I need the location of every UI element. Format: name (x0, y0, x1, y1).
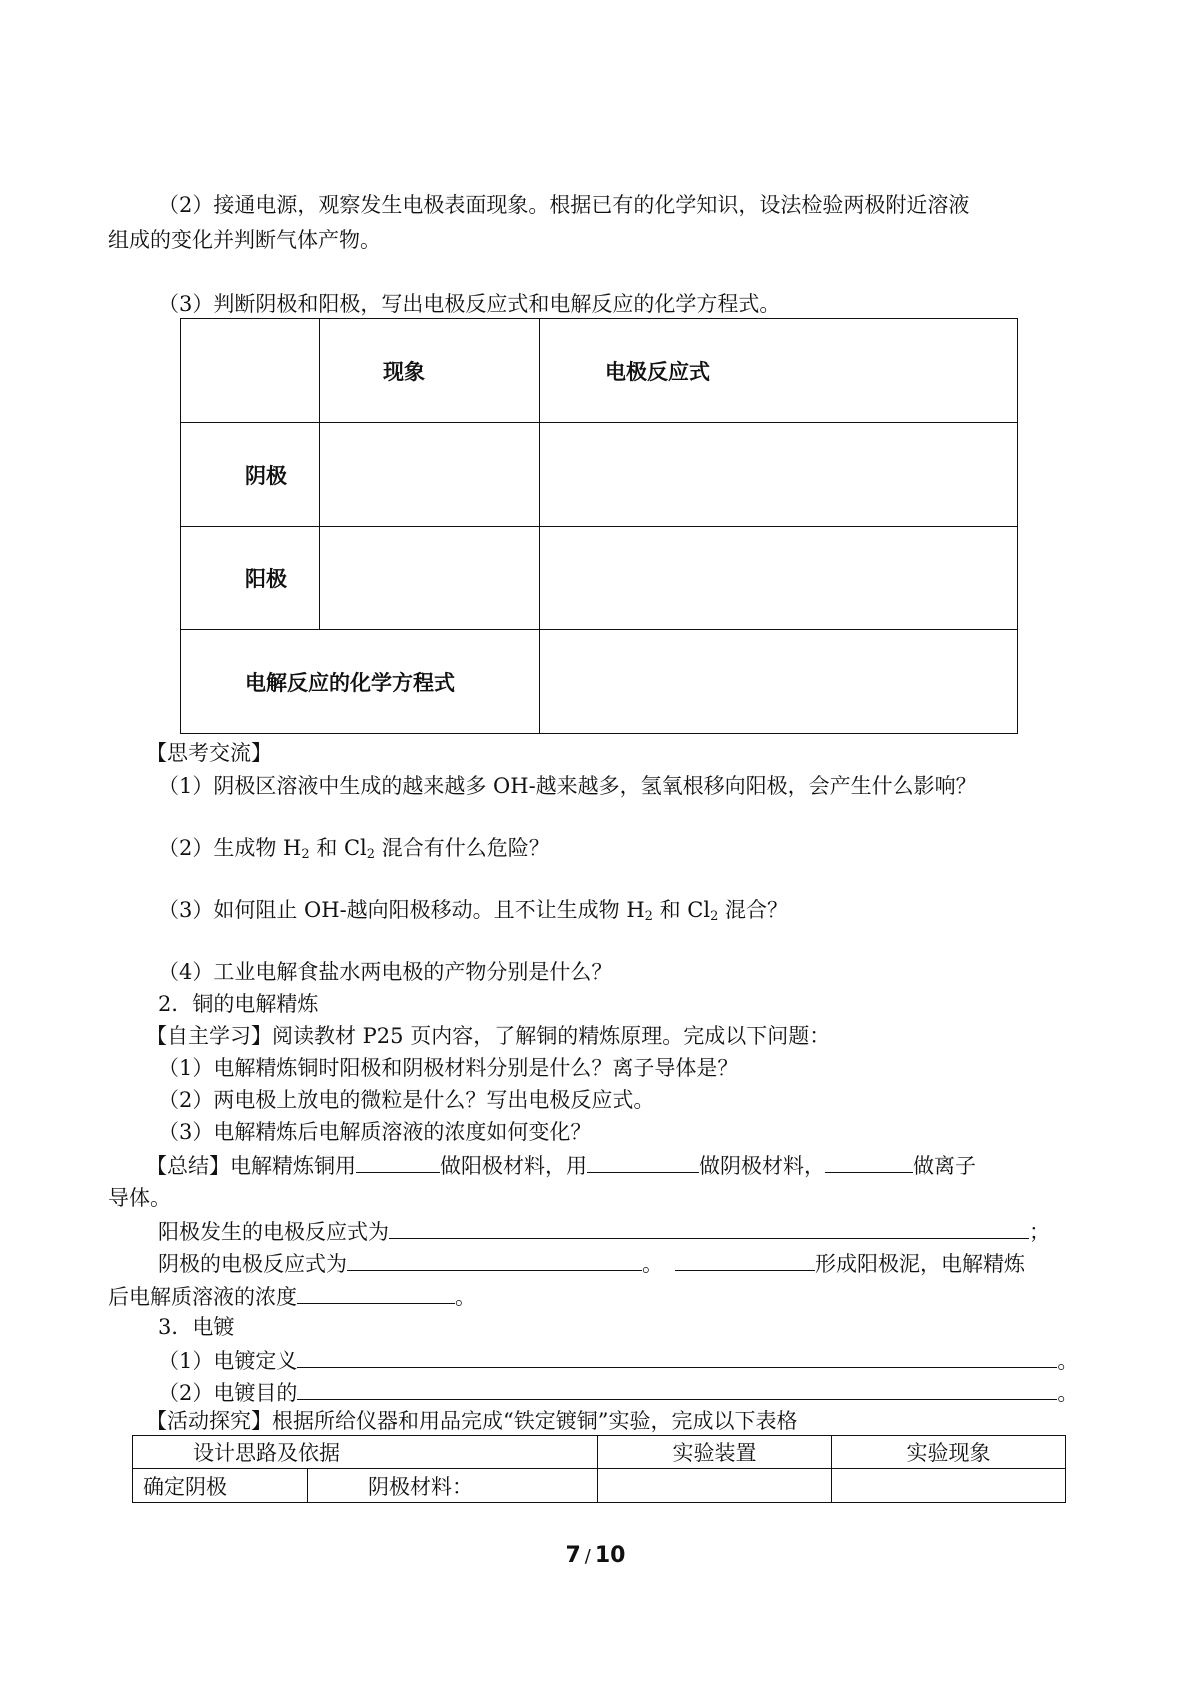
cathode-material-blank[interactable] (587, 1150, 699, 1173)
anode-equation-line (158, 1216, 1050, 1246)
purpose-blank[interactable] (297, 1377, 1057, 1400)
discussion-q1: （1）阴极区溶液中生成的越来越多 OH-越来越多，氢氧根移向阳极，会产生什么影响？ (158, 774, 977, 798)
discussion-heading: 【思考交流】 (146, 741, 272, 765)
anode-equation-text: 阳极发生的电极反应式为 (158, 1220, 389, 1244)
summary-text-b: 做阳极材料，用 (440, 1154, 587, 1178)
section2-q2: （2）两电极上放电的微粒是什么？写出电极反应式。 (158, 1088, 655, 1112)
cathode-reaction-cell[interactable] (540, 423, 1018, 527)
purpose-end: 。 (1057, 1381, 1079, 1405)
section2-q1: （1）电解精炼铜时阳极和阴极材料分别是什么？离子导体是？ (158, 1056, 739, 1080)
concentration-text: 后电解质溶液的浓度 (108, 1285, 297, 1309)
phenomenon-answer-cell[interactable] (832, 1469, 1066, 1503)
cathode-label: 阴极 (245, 463, 287, 488)
definition-end: 。 (1057, 1349, 1079, 1373)
electrode-results-table (180, 318, 1018, 734)
activity-heading: 【活动探究】根据所给仪器和用品完成“铁定镀铜”实验，完成以下表格 (146, 1409, 798, 1433)
table1-cathode-label-cell (181, 423, 320, 527)
table1-header-phenomenon (320, 319, 540, 423)
discussion-q4: （4）工业电解食盐水两电极的产物分别是什么？ (158, 960, 613, 984)
ionic-conductor-blank[interactable] (825, 1150, 913, 1173)
summary-line2: 导体。 (108, 1186, 171, 1210)
table1-corner-cell (181, 319, 320, 423)
equation-answer-cell[interactable] (540, 630, 1018, 734)
total-pages: 10 (594, 1543, 626, 1568)
q2-subscript-1: 2 (301, 847, 310, 862)
definition-blank[interactable] (297, 1345, 1057, 1368)
page-separator: / (584, 1546, 591, 1567)
discussion-q2 (158, 834, 550, 862)
concentration-blank[interactable] (297, 1281, 455, 1304)
anode-mud-blank[interactable] (675, 1248, 815, 1271)
cathode-material-label: 阴极材料： (368, 1474, 473, 1499)
header-apparatus-cell (598, 1436, 832, 1469)
anode-reaction-cell[interactable] (540, 527, 1018, 630)
q3-subscript-2: 2 (710, 909, 719, 924)
section3-title: 3．电镀 (158, 1315, 235, 1339)
concentration-line (108, 1281, 476, 1311)
q2-text-a: （2）生成物 H (158, 836, 302, 860)
page-number (0, 1543, 1191, 1568)
anode-label: 阳极 (245, 567, 287, 591)
summary-text-a: 【总结】电解精炼铜用 (146, 1154, 356, 1178)
electroplating-design-table (132, 1435, 1066, 1503)
self-study-text: 【自主学习】阅读教材 P25 页内容，了解铜的精炼原理。完成以下问题： (146, 1024, 831, 1048)
determine-cathode-label: 确定阴极 (143, 1474, 227, 1499)
cathode-phenomenon-cell[interactable] (320, 423, 540, 527)
table1-equation-label-cell (181, 630, 540, 734)
cathode-equation-blank[interactable] (347, 1248, 642, 1271)
cathode-equation-text: 阴极的电极反应式为 (158, 1252, 347, 1276)
header-phenomenon-cell (832, 1436, 1066, 1469)
electroplating-definition-line (158, 1345, 1078, 1375)
cathode-equation-tail: 形成阳极泥，电解精炼 (815, 1252, 1025, 1276)
electrode-reaction-header: 电极反应式 (605, 359, 710, 384)
discussion-q3 (158, 896, 788, 924)
header-design-cell (133, 1436, 598, 1469)
concentration-end: 。 (455, 1285, 476, 1309)
section2-q3: （3）电解精炼后电解质溶液的浓度如何变化？ (158, 1120, 592, 1144)
cathode-material-cell[interactable] (308, 1469, 598, 1503)
phenomenon-header-2: 实验现象 (906, 1441, 991, 1465)
table1-anode-label-cell (181, 527, 320, 630)
anode-material-blank[interactable] (356, 1150, 440, 1173)
determine-cathode-cell (133, 1469, 308, 1503)
table1-header-reaction (540, 319, 1018, 423)
step2-line2: 组成的变化并判断气体产物。 (108, 228, 381, 252)
q2-text-c: 混合有什么危险？ (375, 836, 550, 860)
electroplating-purpose-line (158, 1377, 1078, 1407)
anode-phenomenon-cell[interactable] (320, 527, 540, 630)
purpose-text: （2）电镀目的 (158, 1381, 298, 1405)
apparatus-header: 实验装置 (672, 1441, 757, 1465)
design-header: 设计思路及依据 (193, 1441, 340, 1465)
q3-text-c: 混合？ (718, 898, 789, 922)
anode-equation-blank[interactable] (389, 1216, 1029, 1239)
step2-line1: （2）接通电源，观察发生电极表面现象。根据已有的化学知识，设法检验两极附近溶液 (158, 193, 970, 217)
equation-label: 电解反应的化学方程式 (245, 670, 455, 695)
section2-title: 2．铜的电解精炼 (158, 992, 319, 1016)
definition-text: （1）电镀定义 (158, 1349, 298, 1373)
q3-text-a: （3）如何阻止 OH-越向阳极移动。且不让生成物 H (158, 898, 645, 922)
step3-instruction: （3）判断阴极和阳极，写出电极反应式和电解反应的化学方程式。 (158, 292, 781, 316)
phenomenon-header: 现象 (383, 359, 425, 384)
summary-line (146, 1150, 976, 1180)
q2-subscript-2: 2 (366, 847, 376, 862)
summary-text-c: 做阴极材料， (699, 1154, 825, 1178)
apparatus-answer-cell[interactable] (598, 1469, 832, 1503)
q3-subscript-1: 2 (644, 909, 653, 924)
anode-equation-end: ； (1029, 1220, 1050, 1244)
q2-text-b: 和 Cl (309, 836, 367, 860)
cathode-equation-line (158, 1248, 1025, 1278)
summary-text-d: 做离子 (913, 1154, 976, 1178)
current-page: 7 (565, 1543, 581, 1568)
q3-text-b: 和 Cl (652, 898, 711, 922)
cathode-equation-period: 。 (642, 1252, 663, 1276)
